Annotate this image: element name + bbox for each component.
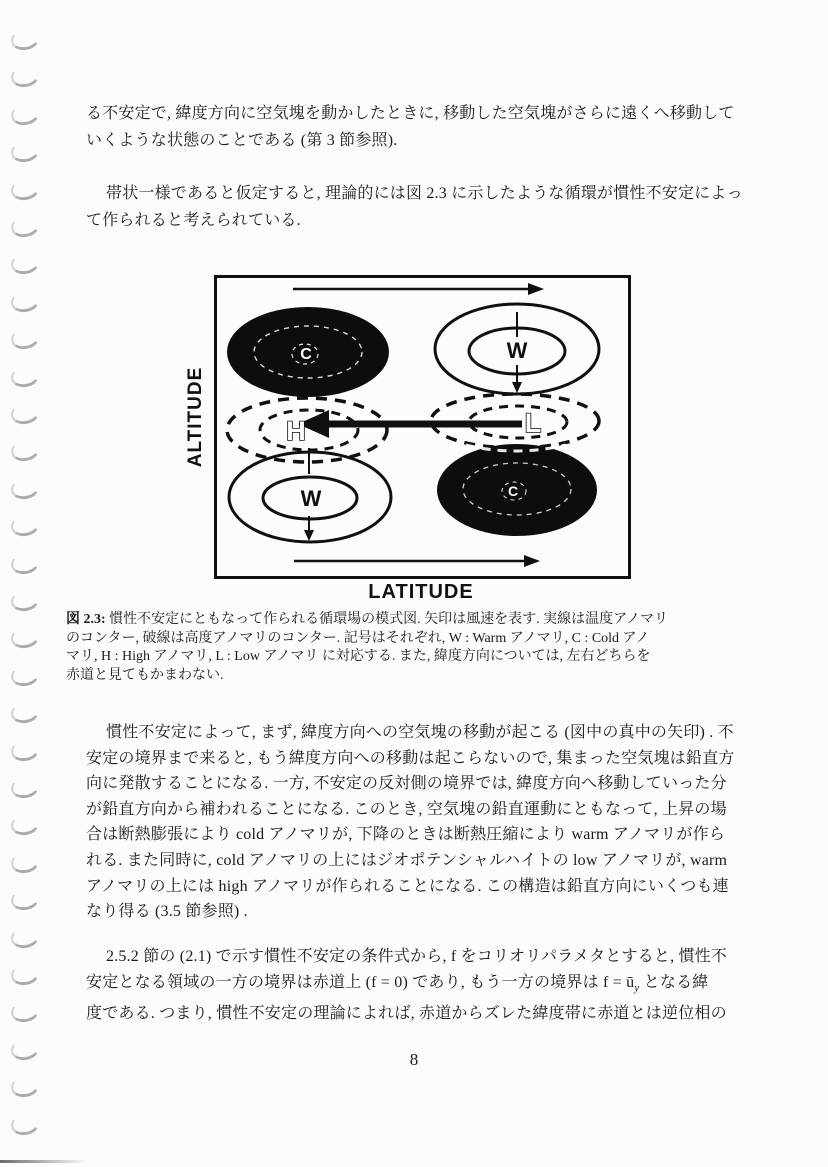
binding-hole-arc [9,850,40,876]
paragraph-3 [86,720,776,925]
binding-hole-arc [9,887,40,913]
binding-hole-arc [9,775,40,801]
figure-circulation-schematic [214,275,631,581]
body-line: が鉛直方向から補われることになる. このとき, 空気塊の鉛直運動にともなって, 上昇の場 [86,800,727,818]
warm-top-label: W [506,338,528,363]
scan-edge-smudge [0,1160,88,1163]
paragraph-4 [86,944,776,1027]
high-label: H [286,416,306,446]
cold-top-label: C [300,346,312,363]
body-line: なり得る (3.5 節参照) . [86,903,248,921]
body-line: れる. また同時に, cold アノマリの上にはジオポテンシャルハイトの low アノマリが, warm [86,851,728,869]
binding-hole-arc [9,289,40,315]
body-line: 安定となる領域の一方の境界は赤道上 (f = 0) であり, もう一方の境界は $f = ū_y$ となる緯 [86,973,709,994]
downdraft-arrow-bottom [304,530,314,541]
caption-line: のコンター, 破線は高度アノマリのコンター. 記号はそれぞれ, W : Warm アノマリ, C : Cold アノ [66,630,650,646]
figure-caption [66,611,772,685]
warm-bottom-label: W [300,486,322,511]
body-line: 2.5.2 節の (2.1) で示す慣性不安定の条件式から, f をコリオリパラメタとすると, 慣性不 [106,948,728,965]
warm-anomaly-top-right [435,304,599,394]
body-line: る不安定で, 緯度方向に空気塊を動かしたときに, 移動した空気塊がさらに遠くへ移動して [86,105,735,122]
body-line: アノマリの上には high アノマリが作られることになる. この構造は鉛直方向にいくつも連 [86,877,729,895]
binding-hole-arc [9,513,40,539]
binding-hole-arc [9,438,40,464]
caption-line: マリ, H : High アノマリ, L : Low アノマリ に対応する. また, 緯度方向については, 左右どちらを [66,649,651,665]
subscript-y: y [634,981,640,994]
binding-hole-arc [9,924,40,950]
body-line: て作られると考えられている. [86,212,301,229]
body-line: 安定の境界まで来ると, もう緯度方向への移動は起こらないので, 集まった空気塊は鉛直方 [86,749,735,767]
binding-hole-arc [9,476,40,502]
warm-anomaly-bottom-left [229,448,391,542]
body-line: 向に発散することになる. 一方, 不安定の反対側の境界では, 緯度方向へ移動していった分 [86,775,727,793]
cold-anomaly-bottom-right [437,444,597,536]
caption-line: 図 2.3: 慣性不安定にともなって作られる循環場の模式図. 矢印は風速を表す. 実線は温度アノマリ [66,612,669,627]
body-line: 度である. つまり, 慣性不安定の理論によれば, 赤道からズレた緯度帯に赤道とは逆位相の [86,1005,727,1023]
binding-hole-arc [9,401,40,427]
binding-hole-arc [9,176,40,202]
binding-hole-arc [9,1074,40,1100]
body-line: 合は断熱膨張により cold アノマリが, 下降のときは断熱圧縮により warm アノマリが作ら [86,826,726,844]
binding-hole-arc [9,64,40,90]
paragraph-1 [86,100,776,154]
body-line: 慣性不安定によって, まず, 緯度方向への空気塊の移動が起こる (図中の真中の矢印) . 不 [106,724,734,741]
dash-artifact-top [254,403,364,411]
downdraft-arrow-top [512,382,522,393]
caption-label: 図 2.3: [66,612,106,627]
binding-hole-arc [9,812,40,838]
binding-hole-arc [9,139,40,165]
binding-hole-arc [9,550,40,576]
page-number: 8 [409,1050,419,1069]
binding-hole-arc [9,363,40,389]
binding-hole-arc [9,588,40,614]
wind-arrow-bottom [294,555,540,567]
paragraph-2 [86,180,776,234]
binding-hole-arc [9,1111,40,1137]
binding-hole-arc [9,102,40,128]
caption-line: 赤道と見てもかまわない. [66,667,224,683]
low-label: L [524,408,542,438]
body-line: 帯状一様であると仮定すると, 理論的には図 2.3 に示したような循環が慣性不安定によっ [106,185,743,202]
figure-y-axis-label: ALTITUDE [185,366,206,468]
cold-anomaly-top-left [227,307,389,397]
wind-arrow-top [293,283,544,295]
body-line: いくような状態のことである (第 3 節参照). [86,132,398,149]
figure-x-axis-label: LATITUDE [368,581,474,603]
binding-hole-arc [9,962,40,988]
binding-hole-arc [9,737,40,763]
binding-hole-arc [9,700,40,726]
binding-hole-arc [9,625,40,651]
binding-hole-arc [9,999,40,1025]
binding-hole-arc [9,27,40,53]
binding-hole-arc [9,663,40,689]
binding-hole-arc [9,251,40,277]
binding-hole-arc [9,214,40,240]
cold-bottom-label: C [507,483,519,499]
binding-hole-arc [9,326,40,352]
